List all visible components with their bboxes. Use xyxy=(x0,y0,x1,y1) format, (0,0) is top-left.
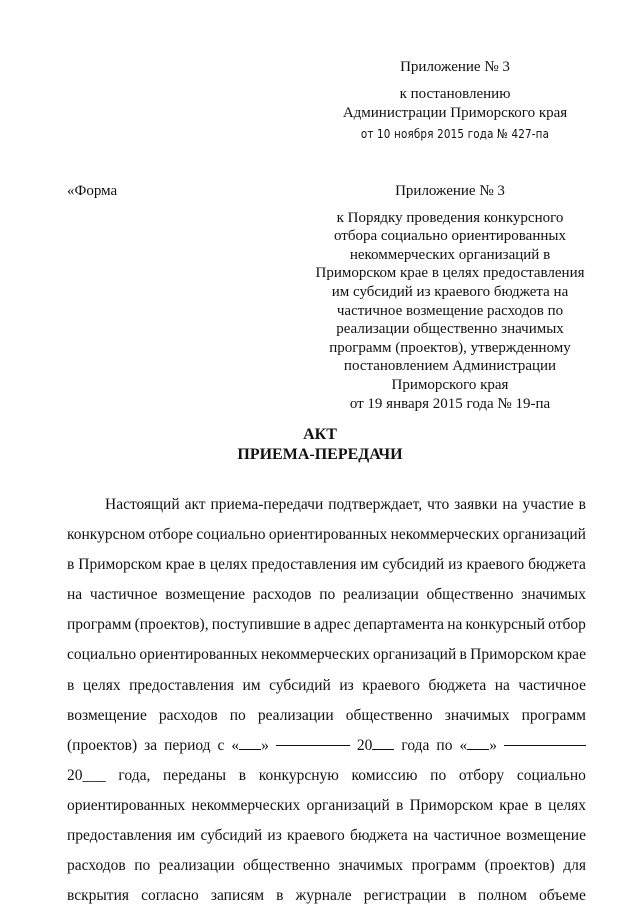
word: в xyxy=(578,496,586,513)
word: возмещение xyxy=(67,706,147,724)
word: комиссию xyxy=(351,766,418,784)
word: крае xyxy=(556,646,586,664)
word: из xyxy=(448,556,463,574)
word: организаций xyxy=(306,796,390,814)
text-line xyxy=(67,490,586,520)
word: реализации xyxy=(343,586,419,604)
word: на xyxy=(67,586,83,604)
text-line xyxy=(67,761,586,791)
word: ориентированных xyxy=(67,796,186,814)
text-line xyxy=(67,881,586,911)
word: отбору xyxy=(458,766,505,784)
text-line xyxy=(67,701,586,731)
word: краевого xyxy=(287,827,345,845)
word: бюджета xyxy=(428,676,487,694)
word: в xyxy=(396,796,404,814)
word: объеме xyxy=(539,887,586,905)
word: что xyxy=(427,496,450,513)
word: в xyxy=(67,556,75,574)
word: расходов xyxy=(252,586,312,604)
word: подтверждает, xyxy=(328,496,423,513)
word: в xyxy=(534,796,542,814)
text-line xyxy=(67,610,586,640)
word: в xyxy=(276,887,284,905)
word: записям xyxy=(210,887,265,905)
word: конкурсный xyxy=(465,616,546,634)
word: Приморском xyxy=(78,556,162,574)
word: бюджета xyxy=(349,827,408,845)
word: некоммерческих xyxy=(260,646,370,664)
header-line: Администрации Приморского края xyxy=(342,105,568,121)
word: общественно xyxy=(243,857,330,875)
order-line: программ (проектов), утвержденному xyxy=(329,339,571,356)
word: ориентированных xyxy=(268,526,388,544)
word: Настоящий xyxy=(105,496,180,513)
word: регистрации xyxy=(363,887,447,905)
word: в xyxy=(303,616,311,634)
word: (проектов), xyxy=(134,616,209,634)
word: краевого xyxy=(466,556,525,574)
text-line xyxy=(67,671,586,701)
word: (проектов) xyxy=(484,857,555,875)
word: реализации xyxy=(257,706,334,724)
word: в xyxy=(459,646,467,664)
forma-label: «Форма xyxy=(67,183,118,199)
word: на xyxy=(447,616,463,634)
word: отборе xyxy=(148,526,194,544)
word: целях xyxy=(82,676,121,694)
appendix-number: Приложение № 3 xyxy=(400,59,510,75)
word: реализации xyxy=(158,857,235,875)
start-date-day-field[interactable]: « » xyxy=(231,736,269,754)
word: журнале xyxy=(295,887,352,905)
word: на xyxy=(494,676,510,694)
word: им xyxy=(242,676,261,694)
word: заявки xyxy=(454,496,498,513)
word: 20___ xyxy=(67,766,106,784)
word: расходов xyxy=(158,706,218,724)
order-line: Приморском крае в целях предоставления xyxy=(315,265,585,282)
appendix-number: Приложение № 3 xyxy=(395,183,505,199)
word: предоставления xyxy=(251,556,357,574)
word: акт xyxy=(184,496,206,513)
word: значимых xyxy=(521,586,586,604)
text-line xyxy=(67,791,586,821)
word: субсидий xyxy=(269,676,331,694)
word: частичное xyxy=(518,676,586,694)
word: участие xyxy=(522,496,574,513)
word: целях xyxy=(548,796,586,814)
order-line: от 19 января 2015 года № 19-па xyxy=(349,395,551,412)
text-line xyxy=(67,640,586,670)
title-line-2: ПРИЕМА-ПЕРЕДАЧИ xyxy=(237,446,403,463)
document-title xyxy=(0,425,640,465)
word: значимых xyxy=(338,857,404,875)
word: (проектов) xyxy=(67,736,138,754)
word: по xyxy=(436,736,453,754)
word: года xyxy=(401,736,430,754)
word: им xyxy=(360,556,379,574)
word: некоммерческих xyxy=(390,526,500,544)
word: некоммерческих xyxy=(191,796,301,814)
word: субсидий xyxy=(382,556,445,574)
order-line: им субсидий из краевого бюджета на xyxy=(331,283,569,300)
word: период xyxy=(164,736,211,754)
word: согласно xyxy=(141,887,199,905)
word: Приморском xyxy=(409,796,494,814)
word: социально xyxy=(516,766,586,784)
word: по xyxy=(134,857,151,875)
word: в xyxy=(238,766,247,784)
header-line: к постановлению xyxy=(399,86,511,102)
word: частичное xyxy=(89,586,158,604)
word: на xyxy=(502,496,518,513)
word: отбор xyxy=(548,616,586,634)
word: социально xyxy=(67,646,137,664)
word: адрес xyxy=(314,616,351,634)
word: на xyxy=(412,827,429,845)
word: предоставления xyxy=(129,676,235,694)
word: возмещение xyxy=(506,827,586,845)
order-line: Приморского края xyxy=(391,376,509,393)
word: в xyxy=(198,556,206,574)
word: крае xyxy=(165,556,195,574)
text-line xyxy=(67,821,586,851)
word: департамента xyxy=(353,616,445,634)
word: по xyxy=(430,766,447,784)
word: им xyxy=(177,827,196,845)
word: Приморском xyxy=(470,646,554,664)
resolution-appendix-header xyxy=(330,58,580,143)
word: по xyxy=(319,586,336,604)
word: по xyxy=(229,706,246,724)
word: в xyxy=(458,887,466,905)
period-line xyxy=(67,731,586,761)
word: приема-передачи xyxy=(210,496,324,513)
word: для xyxy=(563,857,586,875)
word: конкурсном xyxy=(67,526,146,544)
word: вскрытия xyxy=(67,887,129,905)
word: в xyxy=(67,676,75,694)
word: общественно xyxy=(426,586,514,604)
word: поступившие xyxy=(211,616,301,634)
order-line: к Порядку проведения конкурсного xyxy=(336,209,564,226)
word: краевого xyxy=(362,676,420,694)
word: программ xyxy=(521,706,586,724)
word: расходов xyxy=(67,857,126,875)
word: полном xyxy=(477,887,527,905)
text-line xyxy=(67,550,586,580)
word: программ xyxy=(411,857,477,875)
order-line: реализации общественно значимых xyxy=(336,321,564,338)
text-line xyxy=(67,580,586,610)
end-date-day-field[interactable]: « » xyxy=(459,736,497,754)
word: частичное xyxy=(433,827,501,845)
word: значимых xyxy=(444,706,510,724)
word: социально xyxy=(196,526,266,544)
order-line: отбора социально ориентированных xyxy=(334,228,566,245)
order-line: частичное возмещение расходов по xyxy=(336,302,564,319)
word: за xyxy=(144,736,158,754)
word: конкурсную xyxy=(258,766,339,784)
start-date-month-field[interactable] xyxy=(276,731,350,746)
text-line xyxy=(67,520,586,550)
word: с xyxy=(217,736,225,754)
resolution-date-line: от 10 ноября 2015 года № 427-па xyxy=(360,126,550,141)
order-line: постановлением Администрации xyxy=(343,358,557,375)
word: целях xyxy=(209,556,248,574)
word: крае xyxy=(499,796,529,814)
word: возмещение xyxy=(165,586,246,604)
word: предоставления xyxy=(67,827,172,845)
start-date-year-field[interactable]: 20 xyxy=(357,731,395,761)
order-appendix-header xyxy=(300,182,600,413)
text-line xyxy=(67,851,586,881)
word: программ xyxy=(67,616,132,634)
word: из xyxy=(267,827,282,845)
word: общественно xyxy=(345,706,433,724)
word: из xyxy=(339,676,354,694)
act-body-text xyxy=(67,490,586,911)
title-line-1: АКТ xyxy=(303,426,337,443)
word: ориентированных xyxy=(139,646,258,664)
word: субсидий xyxy=(200,827,263,845)
word: бюджета xyxy=(528,556,586,574)
word: переданы xyxy=(163,766,227,784)
word: организаций xyxy=(502,526,586,544)
end-date-month-field[interactable] xyxy=(504,731,586,746)
word: организаций xyxy=(373,646,457,664)
order-line: некоммерческих организаций в xyxy=(349,246,551,263)
word: года, xyxy=(118,766,151,784)
